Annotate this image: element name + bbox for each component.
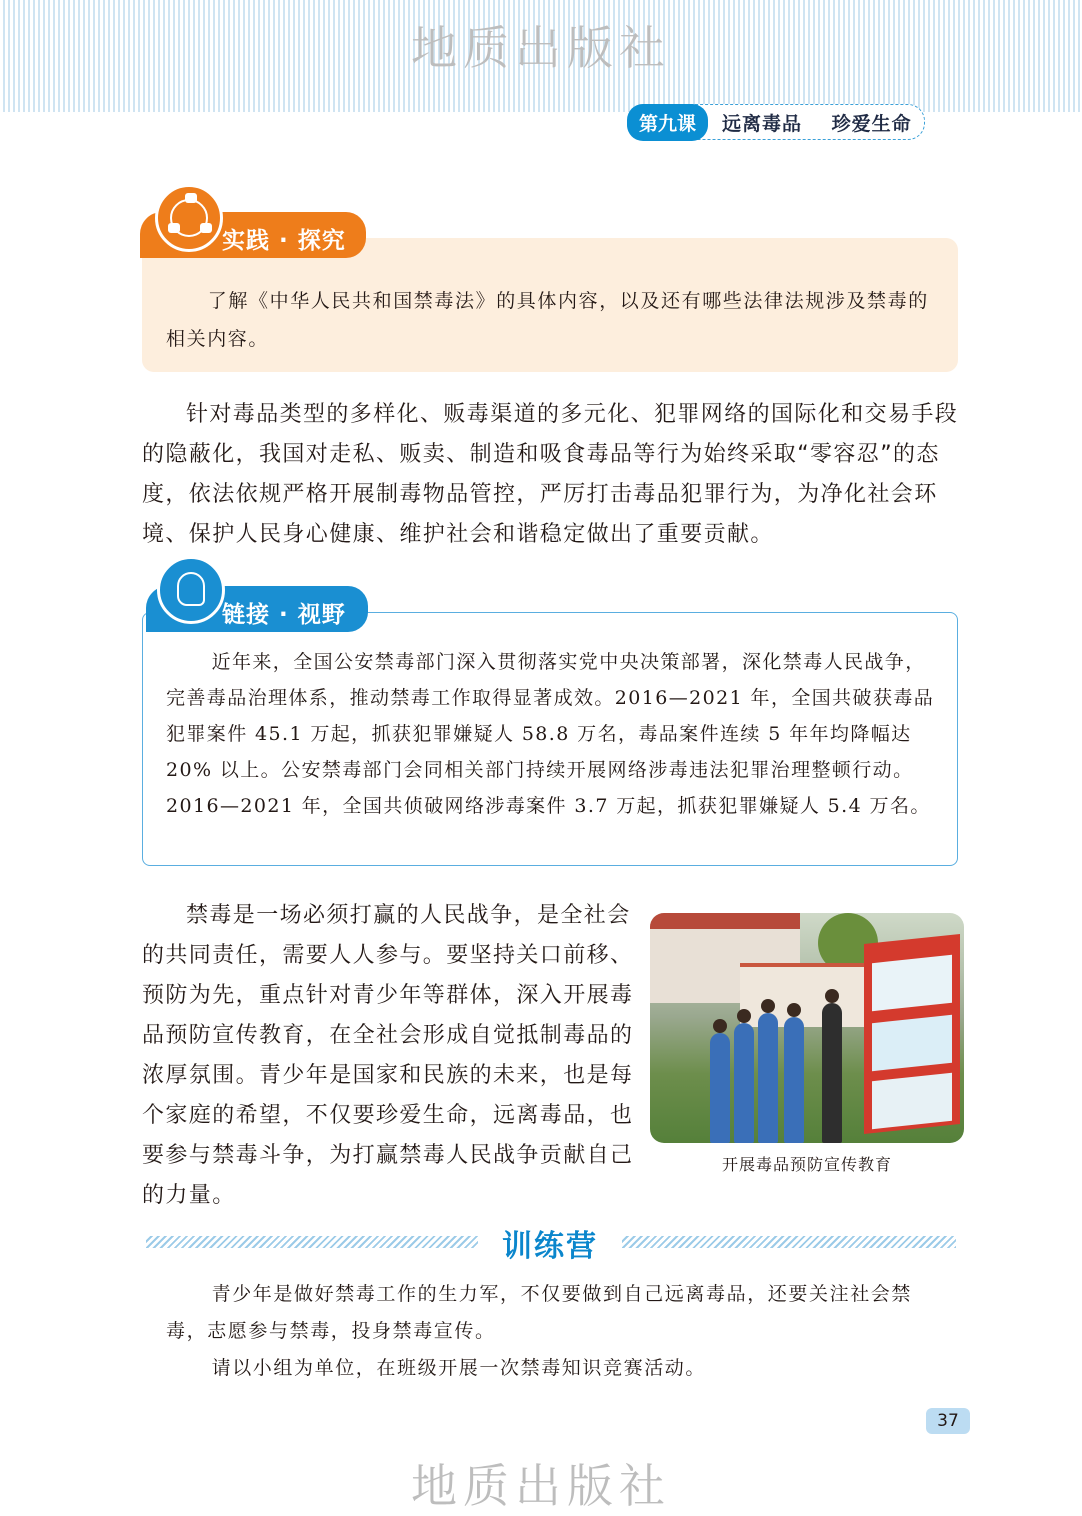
body-paragraph-1: 针对毒品类型的多样化、贩毒渠道的多元化、犯罪网络的国际化和交易手段的隐蔽化，我国对走私、贩卖、制造和吸食毒品等行为始终采取“零容忍”的态度，依法依规严格开展制毒物品管控，严厉打击毒品犯罪行为，为净化社会环境、保护人民身心健康、维护社会和谐稳定做出了重要贡献。	[142, 402, 959, 547]
watermark-top: 地质出版社	[411, 21, 671, 75]
training-text-1: 青少年是做好禁毒工作的生力军，不仅要做到自己远离毒品，还要关注社会禁毒，志愿参与禁毒，投身禁毒宣传。	[166, 1283, 912, 1342]
training-rule-left	[146, 1236, 478, 1248]
photo-caption: 开展毒品预防宣传教育	[721, 1155, 892, 1174]
training-title: 训练营	[502, 1229, 598, 1264]
page-number: 37	[926, 1408, 970, 1434]
lesson-number: 第九课	[627, 104, 708, 141]
body-paragraph-2: 禁毒是一场必须打赢的人民战争，是全社会的共同责任，需要人人参与。要坚持关口前移、预防为先，重点针对青少年等群体，深入开展毒品预防宣传教育，在全社会形成自觉抵制毒品的浓厚氛围。青少年是国家和民族的未来，也是每个家庭的希望，不仅要珍爱生命，远离毒品，也要参与禁毒斗争，为打赢禁毒人民战争贡献自己的力量。	[142, 903, 634, 1208]
practice-cycle-icon	[155, 184, 223, 252]
training-rule-right	[622, 1236, 956, 1248]
training-text-2: 请以小组为单位，在班级开展一次禁毒知识竞赛活动。	[211, 1357, 706, 1379]
anti-drug-education-photo	[650, 913, 964, 1143]
practice-text: 了解《中华人民共和国禁毒法》的具体内容，以及还有哪些法律法规涉及禁毒的相关内容。	[166, 290, 929, 350]
head-idea-icon	[157, 556, 225, 624]
watermark-bottom: 地质出版社	[411, 1459, 671, 1513]
practice-label: 实践 · 探究	[222, 228, 346, 254]
lesson-tag	[628, 104, 925, 140]
lesson-title: 远离毒品 珍爱生命	[722, 112, 912, 135]
link-text: 近年来，全国公安禁毒部门深入贯彻落实党中央决策部署，深化禁毒人民战争，完善毒品治理体系，推动禁毒工作取得显著成效。2016—2021 年，全国共破获毒品犯罪案件 45.1 万起，抓获犯罪嫌疑人 58.8 万名，毒品案件连续 5 年年均降幅达 20% 以上。公安禁毒部门会同相关部门持续开展网络涉毒违法犯罪治理整顿行动。2016—2021 年，全国共侦破网络涉毒案件 3.7 万起，抓获犯罪嫌疑人 5.4 万名。	[166, 651, 935, 817]
link-label: 链接 · 视野	[222, 602, 346, 628]
